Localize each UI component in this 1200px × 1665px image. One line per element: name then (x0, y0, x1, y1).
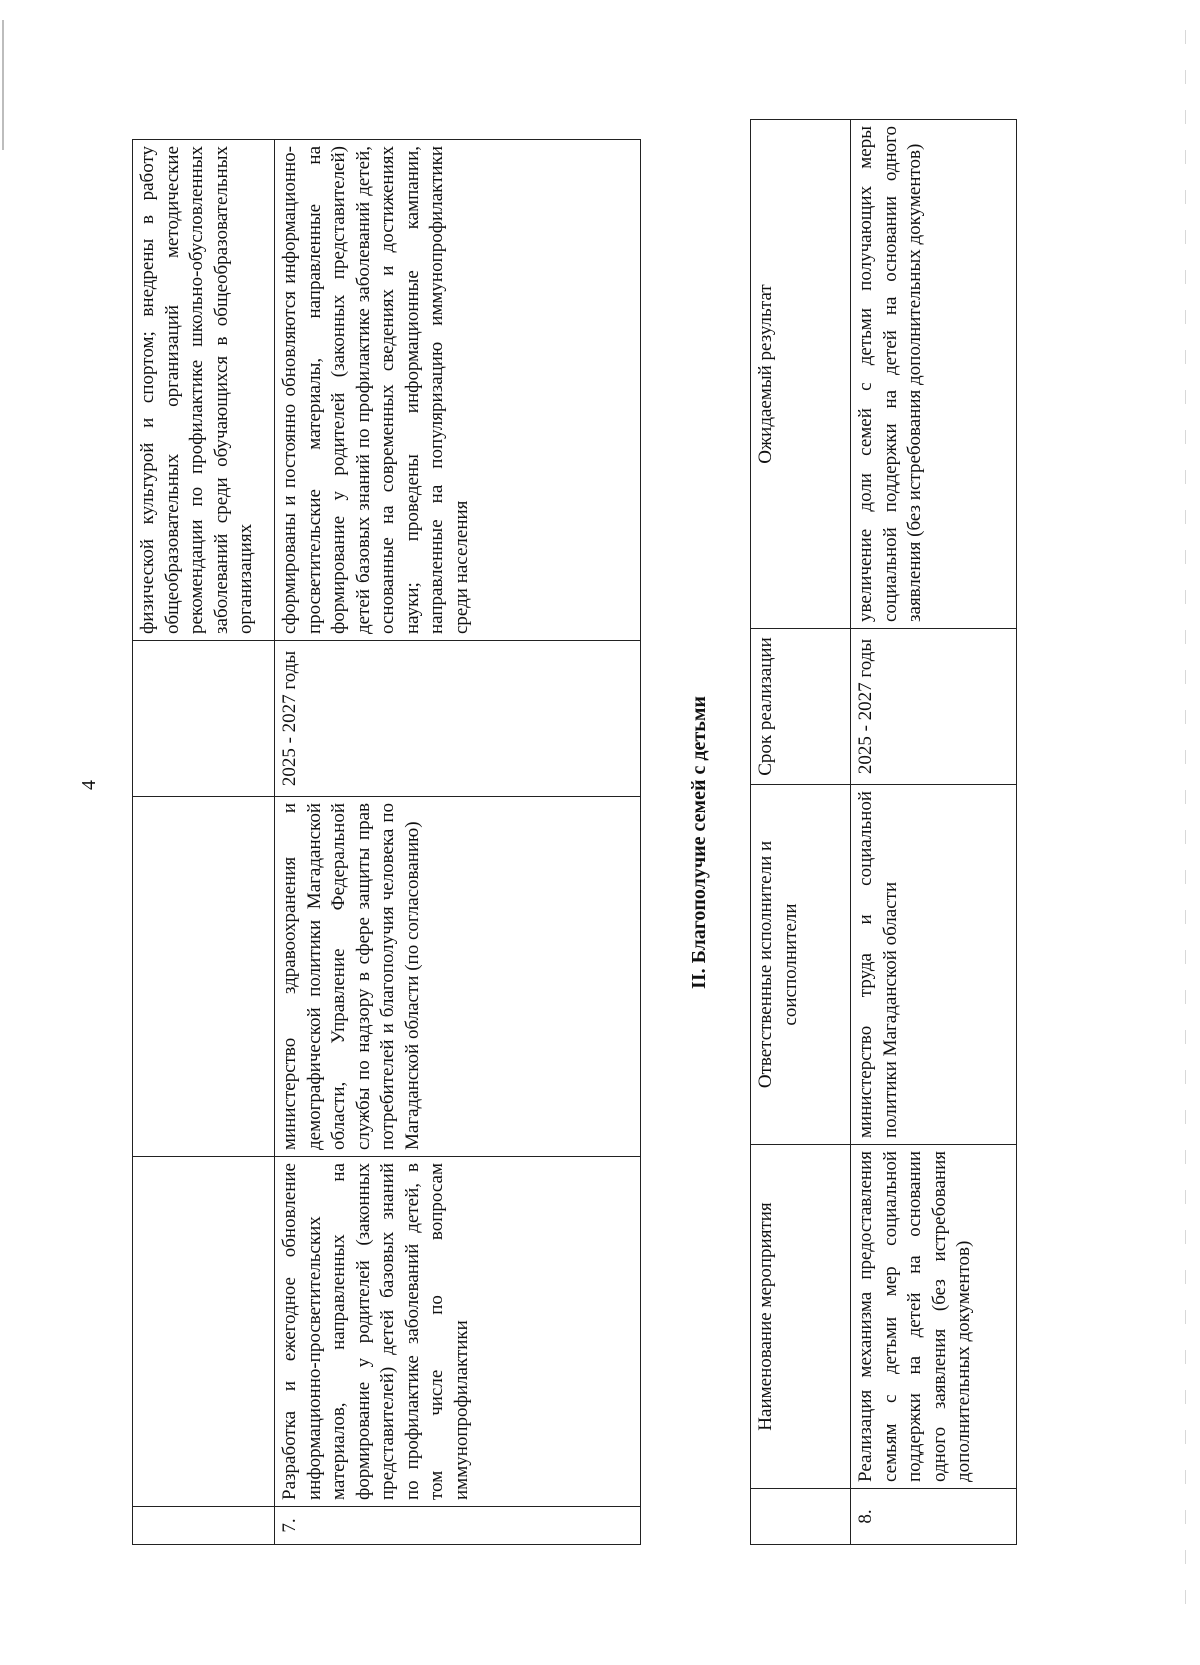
period-cell: 2025 - 2027 годы (275, 641, 641, 797)
period-cell (133, 641, 275, 797)
activity-cell: Разработка и ежегодное обновление информационно-просветительских материалов, направленных на формирование у родителей (законных представителей) детей базовых знаний по профилактике заболеваний детей, в том числе по вопросам иммунопрофилактики (275, 1157, 641, 1507)
table-row (851, 120, 1017, 1545)
row-number-cell: 7. (275, 1507, 641, 1545)
row-number-cell (133, 1507, 275, 1545)
activities-table-continued (132, 139, 641, 1545)
executors-cell: министерство здравоохранения и демографической политики Магаданской области, Управление Федеральной службы по надзору в сфере защиты прав потребителей и благополучия человека по Магаданской области (по согласованию) (275, 797, 641, 1157)
activity-cell: Реализация механизма предоставления семьям с детьми мер социальной поддержки на детей на основании одного заявления (без истребования дополнительных документов) (851, 1145, 1017, 1489)
period-cell: 2025 - 2027 годы (851, 629, 1017, 785)
table-row (275, 140, 641, 1545)
header-activity: Наименование мероприятия (751, 1145, 851, 1489)
header-period: Срок реализации (751, 629, 851, 785)
executors-cell: министерство труда и социальной политики Магаданской области (851, 785, 1017, 1145)
result-cell: увеличение доли семей с детьми получающих меры социальной поддержки на детей на основании одного заявления (без истребования дополнительных документов) (851, 120, 1017, 629)
header-result: Ожидаемый результат (751, 120, 851, 629)
activity-cell (133, 1157, 275, 1507)
table-row (133, 140, 275, 1545)
result-cell: сформированы и постоянно обновляются информационно-просветительские материалы, направленные на формирование у родителей (законных представителей) детей базовых знаний по профилактике заболеваний детей, основанные на современных сведениях и достижениях науки; проведены информационные кампании, направленные на популяризацию иммунопрофилактики среди населения (275, 140, 641, 641)
row-number-cell: 8. (851, 1489, 1017, 1545)
section-title: II. Благополучие семей с детьми (688, 696, 710, 989)
header-number (751, 1489, 851, 1545)
table-header-row (751, 120, 851, 1545)
result-cell: физической культурой и спортом; внедрены в работу общеобразовательных организаций методические рекомендации по профилактике школьно-обусловленных заболеваний среди обучающихся в общеобразовательных организациях (133, 140, 275, 641)
page-number: 4 (78, 780, 100, 790)
family-wellbeing-table (750, 119, 1017, 1545)
executors-cell (133, 797, 275, 1157)
header-executors: Ответственные исполнители и соисполнители (751, 785, 851, 1145)
